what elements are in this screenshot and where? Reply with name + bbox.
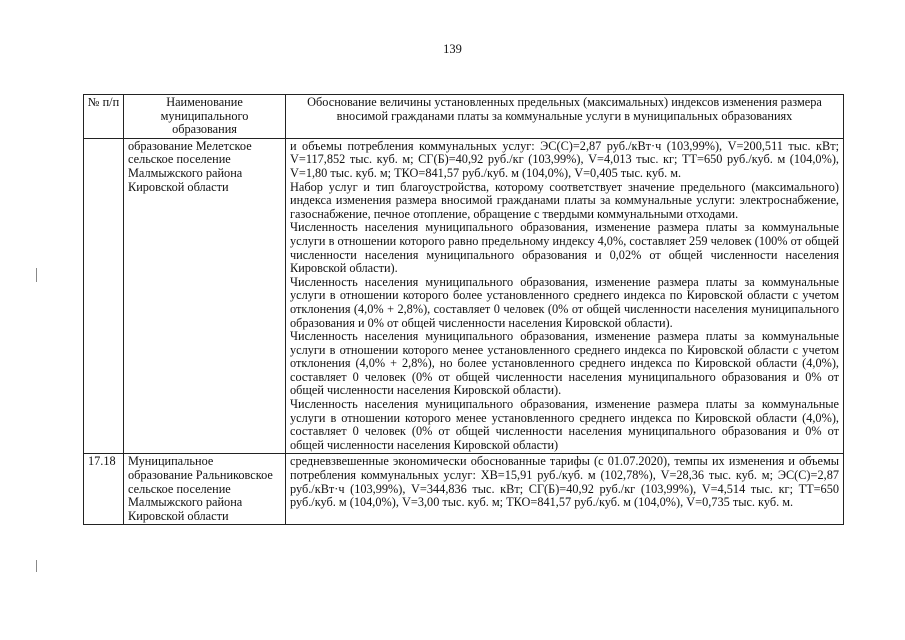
table-header-row [84, 95, 844, 139]
paragraph: Численность населения муниципального образования, изменение размера платы за коммунальные услуги в отношении которого менее установленного среднего индекса по Кировской области (4,0%), составляет 0 человек (0% от общей численности населения муниципального образования и 0% от общей численности населения Кировской области) [290, 397, 839, 452]
paragraph: Набор услуг и тип благоустройства, которому соответствует значение предельного (максимального) индекса изменения размера вносимой гражданами платы за коммунальные услуги: электроснабжение, газоснабжение, печное отопление, обращение с твердыми коммунальными отходами. [290, 179, 839, 221]
row-number: 17.18 [84, 454, 124, 525]
municipality-name: Муниципальное образование Ральниковское сельское поселение Малмыжского района Кировской области [124, 454, 286, 525]
paragraph: средневзвешенные экономически обоснованные тарифы (с 01.07.2020), темпы их изменения и объемы потребления коммунальных услуг: ХВ=15,91 руб./куб. м (102,78%), V=28,36 тыс. куб. м; ЭС(С)=2,87 руб./кВт·ч (103,99%), V=344,836 тыс. кВт; СГ(Б)=40,92 руб./кг (103,99%), V=4,514 тыс. кг; ТТ=650 руб./куб. м (104,0%), V=3,00 тыс. куб. м; ТКО=841,57 руб./куб. м (104,0%), V=0,735 тыс. куб. м. [290, 454, 839, 510]
justification-cell [286, 138, 844, 454]
table-row [84, 138, 844, 454]
margin-mark [36, 268, 37, 282]
paragraph: Численность населения муниципального образования, изменение размера платы за коммунальные услуги в отношении которого менее установленного среднего индекса по Кировской области с учетом отклонения (4,0% + 2,8%), но более установленного среднего индекса по Кировской области (4,0%), составляет 0 человек (0% от общей численности населения муниципального образования и 0% от общей численности населения Кировской области). [290, 329, 839, 398]
data-table [83, 94, 844, 525]
header-num: № п/п [84, 95, 124, 139]
municipality-name: образование Мелетское сельское поселение Малмыжского района Кировской области [124, 138, 286, 454]
paragraph: Численность населения муниципального образования, изменение размера платы за коммунальные услуги в отношении которого равно предельному индексу 4,0%, составляет 259 человек (100% от общей численности населения муниципального образования и 0,02% от общей численности населения Кировской области). [290, 220, 839, 276]
row-number [84, 138, 124, 454]
header-text: Обоснование величины установленных предельных (максимальных) индексов изменения размера вносимой гражданами платы за коммунальные услуги в муниципальных образованиях [286, 95, 844, 139]
paragraph: и объемы потребления коммунальных услуг: ЭС(С)=2,87 руб./кВт·ч (103,99%), V=200,511 тыс. кВт; V=117,852 тыс. куб. м; СГ(Б)=40,92 руб./кг (103,99%), V=4,013 тыс. кг; ТТ=650 руб./куб. м (104,0%), V=1,80 тыс. куб. м; ТКО=841,57 руб./куб. м (104,0%), V=0,405 тыс. куб. м. [290, 138, 839, 180]
page-number: 139 [443, 42, 462, 56]
header-name: Наименование муниципального образования [124, 95, 286, 139]
justification-cell [286, 454, 844, 525]
table-row [84, 454, 844, 525]
paragraph: Численность населения муниципального образования, изменение размера платы за коммунальные услуги в отношении которого более установленного среднего индекса по Кировской области с учетом отклонения (4,0% + 2,8%), составляет 0 человек (0% от общей численности населения муниципального образования и 0% от общей численности населения Кировской области). [290, 274, 839, 330]
margin-mark [36, 560, 37, 572]
